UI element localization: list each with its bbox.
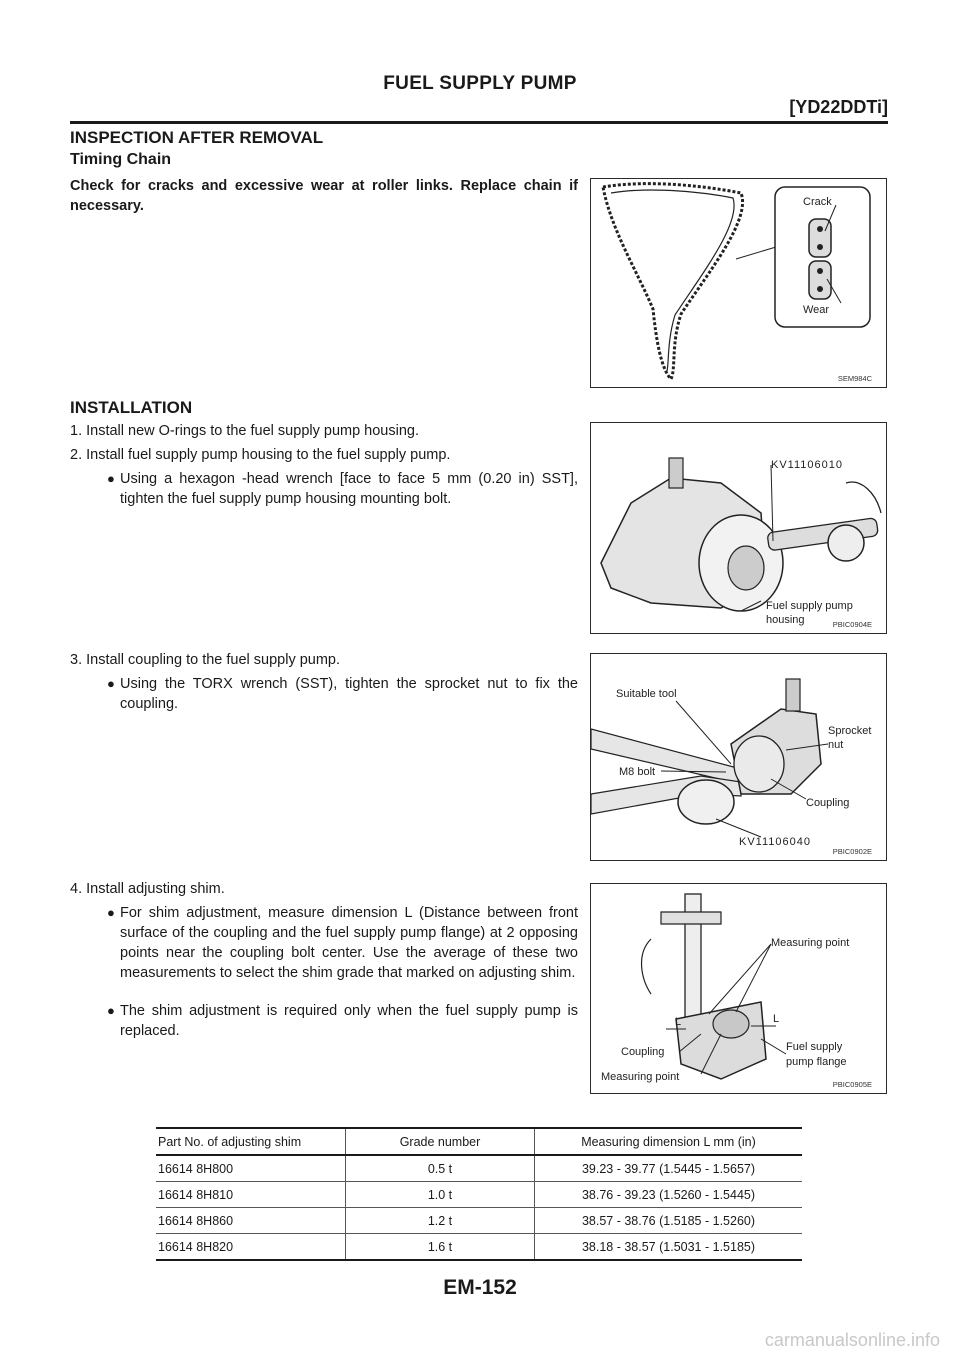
label-housing-line2: housing: [766, 614, 805, 626]
column-header-grade: Grade number: [346, 1128, 535, 1155]
cell-grade: 1.0 t: [346, 1182, 535, 1208]
step-4-bullet-1-text: For shim adjustment, measure dimension L (Distance between front surface of the coupling and the fuel supply pump flange) at 2 opposing points near the coupling bolt center. Use the average of these two measurements to select the shim grade that marked on adjusting shim.: [120, 905, 578, 981]
step-2-bullet: [107, 469, 578, 509]
label-kv11106010: KV11106010: [771, 459, 843, 471]
label-suitable-tool: Suitable tool: [616, 688, 677, 700]
bullet-icon: ●: [107, 905, 115, 920]
cell-grade: 1.2 t: [346, 1208, 535, 1234]
figure-adjusting-shim: [590, 883, 887, 1094]
subheading-timing-chain: Timing Chain: [70, 151, 172, 168]
coupling-illustration: [591, 654, 886, 860]
label-sprocket-line2: nut: [828, 739, 844, 751]
label-m8-bolt: M8 bolt: [619, 766, 656, 778]
column-header-dimension: Measuring dimension L mm (in): [535, 1128, 803, 1155]
cell-dimension: 38.76 - 39.23 (1.5260 - 1.5445): [535, 1182, 803, 1208]
figure-code: PBIC0904E: [832, 620, 872, 629]
figure-coupling: [590, 653, 887, 861]
page-title: FUEL SUPPLY PUMP: [383, 73, 577, 94]
page-number: EM-152: [443, 1276, 517, 1299]
cell-part-no: 16614 8H860: [156, 1208, 346, 1234]
step-4-bullet-2-text: The shim adjustment is required only when the fuel supply pump is replaced.: [120, 1003, 578, 1039]
figure-pump-housing: [590, 422, 887, 634]
label-l-right: L: [773, 1013, 780, 1025]
engine-model: [YD22DDTi]: [789, 97, 888, 117]
bullet-icon: ●: [107, 676, 115, 691]
figure-code: PBIC0905E: [832, 1080, 872, 1089]
step-3-bullet-text: Using the TORX wrench (SST), tighten the sprocket nut to fix the coupling.: [120, 676, 578, 712]
cell-part-no: 16614 8H800: [156, 1155, 346, 1182]
section-heading-installation: INSTALLATION: [70, 398, 193, 417]
bullet-icon: ●: [107, 471, 115, 486]
shim-spec-table: [156, 1127, 802, 1261]
timing-chain-illustration: [591, 179, 886, 387]
bullet-icon: ●: [107, 1003, 115, 1018]
figure-timing-chain: [590, 178, 887, 388]
table-row: [156, 1234, 802, 1261]
label-measuring-point-top: Measuring point: [771, 937, 850, 949]
table-header-row: [156, 1128, 802, 1155]
pump-housing-illustration: [591, 423, 886, 633]
step-2-bullet-text: Using a hexagon -head wrench [face to face 5 mm (0.20 in) SST], tighten the fuel supply pump housing mounting bolt.: [120, 471, 578, 507]
cell-part-no: 16614 8H810: [156, 1182, 346, 1208]
label-crack: Crack: [803, 196, 832, 208]
label-coupling: Coupling: [621, 1046, 665, 1058]
label-kv11106040: KV11106040: [739, 836, 811, 848]
cell-grade: 1.6 t: [346, 1234, 535, 1261]
label-l-left: L: [675, 1016, 682, 1028]
figure-code: PBIC0902E: [832, 847, 872, 856]
step-2: 2. Install fuel supply pump housing to the fuel supply pump.: [70, 447, 451, 463]
cell-dimension: 38.18 - 38.57 (1.5031 - 1.5185): [535, 1234, 803, 1261]
label-measuring-point-bottom: Measuring point: [601, 1071, 680, 1083]
header-rule: [70, 121, 888, 124]
label-housing-line1: Fuel supply pump: [766, 600, 853, 612]
section-heading-inspection: INSPECTION AFTER REMOVAL: [70, 128, 324, 147]
cell-dimension: 38.57 - 38.76 (1.5185 - 1.5260): [535, 1208, 803, 1234]
step-3: 3. Install coupling to the fuel supply pump.: [70, 652, 341, 668]
cell-part-no: 16614 8H820: [156, 1234, 346, 1261]
step-4: 4. Install adjusting shim.: [70, 881, 225, 897]
label-sprocket-line1: Sprocket: [828, 725, 872, 737]
shim-illustration: [591, 884, 886, 1093]
table-row: [156, 1155, 802, 1182]
label-wear: Wear: [803, 304, 830, 316]
cell-grade: 0.5 t: [346, 1155, 535, 1182]
watermark: carmanualsonline.info: [764, 1330, 940, 1350]
inspection-text: Check for cracks and excessive wear at roller links. Replace chain if necessary.: [70, 178, 578, 214]
step-4-bullet-1: [107, 903, 578, 983]
step-3-bullet: [107, 674, 578, 714]
label-flange-line2: pump flange: [786, 1056, 847, 1068]
cell-dimension: 39.23 - 39.77 (1.5445 - 1.5657): [535, 1155, 803, 1182]
step-1: 1. Install new O-rings to the fuel supply pump housing.: [70, 423, 419, 439]
column-header-part-no: Part No. of adjusting shim: [156, 1128, 346, 1155]
table-row: [156, 1182, 802, 1208]
label-coupling: Coupling: [806, 797, 850, 809]
step-4-bullet-2: [107, 1001, 578, 1041]
label-flange-line1: Fuel supply: [786, 1041, 843, 1053]
table-row: [156, 1208, 802, 1234]
figure-code: SEM984C: [837, 374, 872, 383]
